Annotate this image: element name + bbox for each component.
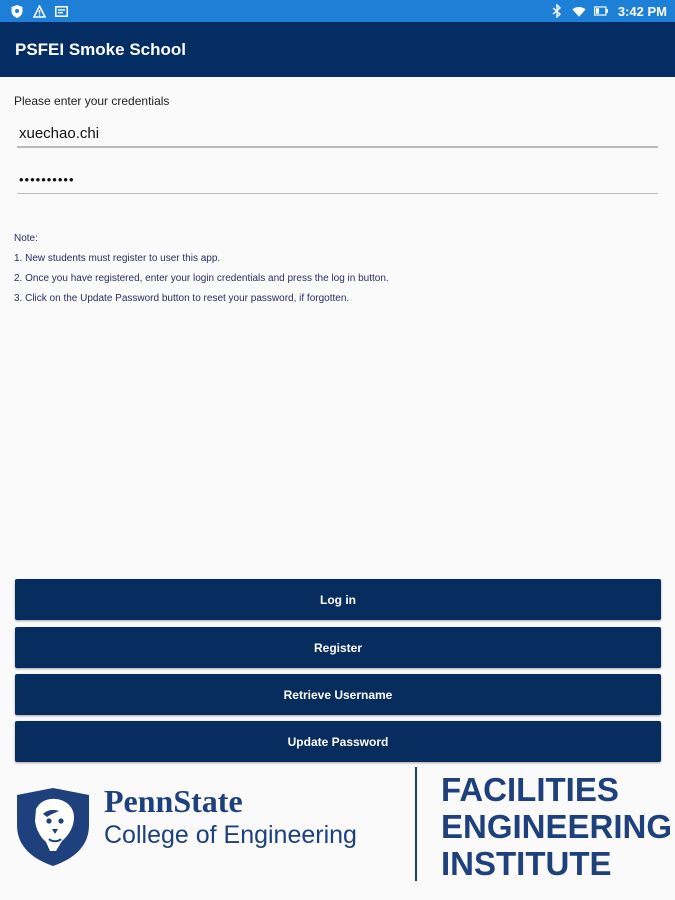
bluetooth-icon bbox=[550, 4, 564, 18]
login-button[interactable]: Log in bbox=[15, 579, 661, 620]
note-item-2: 2. Once you have registered, enter your login credentials and press the log in button. bbox=[14, 273, 389, 284]
institute-line-1: FACILITIES bbox=[441, 771, 619, 808]
wifi-icon bbox=[572, 4, 586, 18]
status-time: 3:42 PM bbox=[617, 3, 667, 19]
credentials-prompt: Please enter your credentials bbox=[14, 94, 170, 108]
institute-name bbox=[441, 771, 672, 882]
app-title: PSFEI Smoke School bbox=[15, 39, 186, 59]
college-name: College of Engineering bbox=[104, 821, 357, 849]
status-right-icons bbox=[550, 4, 667, 19]
nittany-lion-shield-icon bbox=[16, 787, 90, 872]
status-left-icons bbox=[10, 4, 68, 18]
note-item-3: 3. Click on the Update Password button to reset your password, if forgotten. bbox=[14, 293, 350, 304]
note-item-1: 1. New students must register to user this app. bbox=[14, 253, 221, 264]
shield-icon bbox=[10, 4, 24, 18]
notification-icon bbox=[54, 4, 68, 18]
alert-icon bbox=[32, 4, 46, 18]
institute-line-3: INSTITUTE bbox=[441, 845, 612, 882]
pennstate-wordmark: PennState bbox=[104, 783, 243, 819]
logo-divider bbox=[415, 767, 417, 881]
notes-heading: Note: bbox=[14, 233, 38, 244]
register-button[interactable]: Register bbox=[15, 627, 661, 668]
password-field[interactable] bbox=[17, 166, 658, 194]
institute-line-2: ENGINEERING bbox=[441, 808, 673, 845]
status-bar bbox=[0, 0, 675, 22]
app-bar bbox=[0, 22, 675, 77]
footer-logo bbox=[0, 767, 675, 892]
battery-icon bbox=[594, 4, 608, 18]
notes-section bbox=[14, 229, 389, 309]
update-password-button[interactable]: Update Password bbox=[15, 721, 661, 762]
retrieve-username-button[interactable]: Retrieve Username bbox=[15, 674, 661, 715]
username-field[interactable] bbox=[17, 120, 658, 148]
